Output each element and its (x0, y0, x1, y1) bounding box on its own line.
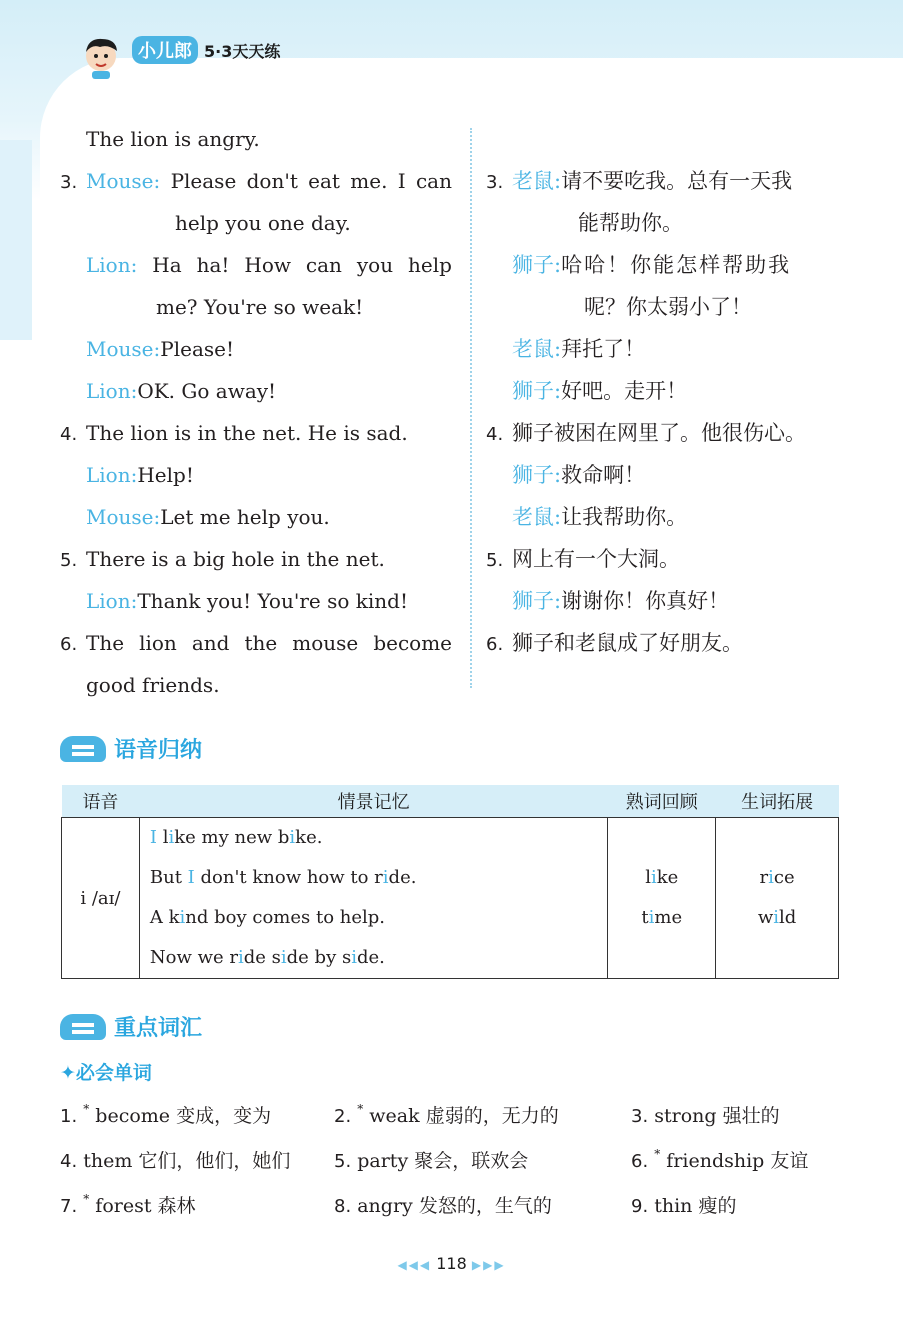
story-line (486, 622, 846, 664)
vocab-item (60, 1094, 334, 1139)
vocab-item (631, 1139, 850, 1184)
story-word: can (415, 169, 452, 193)
dialogue-text: Let me help you. (160, 505, 330, 529)
page-number: 118 (436, 1254, 467, 1273)
dialogue-text: 让我帮助你。 (561, 505, 688, 529)
speaker-label: Mouse: (86, 505, 161, 529)
speaker-label: Lion: (86, 589, 138, 613)
story-line (60, 370, 452, 412)
vocab-number: 5. (334, 1151, 352, 1172)
dialogue-text: Thank you! You're so kind! (137, 589, 408, 613)
highlighted-letter: i (351, 947, 357, 968)
text-segment: de. (388, 867, 417, 888)
scene-line (140, 898, 608, 938)
side-stripe (0, 140, 32, 340)
story-line (60, 538, 452, 580)
highlighted-letter: i (280, 947, 287, 968)
vocab-row (60, 1094, 850, 1139)
vocab-meaning: 聚会，联欢会 (414, 1150, 529, 1172)
dialogue-text: Help! (137, 463, 194, 487)
story-word: eat (308, 169, 340, 193)
vocab-number: 4. (60, 1151, 78, 1172)
dialogue-text: 救命啊！ (561, 463, 646, 487)
text-segment: ke my new b (174, 827, 290, 848)
sound-cell: i /aɪ/ (62, 818, 140, 979)
text-segment: ld (779, 907, 797, 928)
item-number: 5. (60, 550, 78, 571)
new-word (716, 898, 838, 938)
key-word-star: * (357, 1102, 364, 1116)
story-word: help (408, 253, 452, 277)
series-title: 5·3天天练 (204, 41, 281, 61)
text-segment: de s (243, 947, 281, 968)
vocab-number: 8. (334, 1196, 352, 1217)
story-line (486, 370, 846, 412)
story-word: can (305, 253, 342, 277)
story-line (60, 160, 452, 202)
section-heading-phonics (60, 733, 202, 764)
story-chinese (486, 118, 846, 664)
vocab-number: 3. (631, 1106, 649, 1127)
text-segment: de. (356, 947, 385, 968)
vocab-meaning: 它们，他们，她们 (138, 1150, 291, 1172)
item-number: 6. (60, 634, 78, 655)
highlighted-letter: i (768, 867, 774, 888)
text-segment: ce (773, 867, 795, 888)
vocab-item (631, 1184, 850, 1229)
vocab-word: forest (95, 1195, 152, 1217)
item-number: 4. (60, 424, 78, 445)
dialogue-text: 哈哈！你能怎样帮助我 (561, 253, 792, 277)
scene-line (140, 938, 608, 978)
story-word: lion (139, 631, 177, 655)
text-segment: de by s (286, 947, 352, 968)
highlighted-letter: i (179, 907, 186, 928)
story-word: become (373, 631, 452, 655)
vocab-number: 6. (631, 1151, 649, 1172)
vocabulary-list (60, 1094, 850, 1229)
highlighted-letter: i (773, 907, 780, 928)
header-sound: 语音 (62, 785, 140, 818)
vocab-item (334, 1184, 631, 1229)
key-word-star: * (83, 1192, 90, 1206)
story-word: the (244, 631, 278, 655)
vocab-item (334, 1094, 631, 1139)
vocab-meaning: 森林 (157, 1195, 196, 1217)
vocab-item (631, 1094, 850, 1139)
vocab-meaning: 强壮的 (722, 1105, 780, 1127)
item-number: 5. (486, 550, 504, 571)
story-word: Ha (152, 253, 182, 277)
vocab-item (60, 1184, 334, 1229)
dialogue-text: 拜托了！ (561, 337, 646, 361)
vocab-meaning: 发怒的，生气的 (418, 1195, 552, 1217)
vocab-number: 1. (60, 1106, 78, 1127)
speaker-label: Lion: (86, 253, 138, 277)
new-words-cell (716, 818, 839, 979)
highlighted-letter: i (648, 907, 655, 928)
known-word (608, 858, 715, 898)
text-segment: me (654, 907, 683, 928)
story-word: don't (246, 169, 298, 193)
story-line: The lion is angry. (86, 127, 260, 151)
vocab-number: 7. (60, 1196, 78, 1217)
vocab-word: angry (357, 1195, 413, 1217)
section-title: 语音归纳 (114, 738, 203, 763)
new-word (716, 858, 838, 898)
vocab-item (334, 1139, 631, 1184)
story-line (60, 454, 452, 496)
text-segment: r (759, 867, 769, 888)
text-segment: t (641, 907, 649, 928)
highlighted-letter: I (149, 827, 157, 848)
dialogue-text: 谢谢你！你真好！ (561, 589, 730, 613)
dialogue-text: 请不要吃我。总有一天我 (561, 169, 793, 193)
text-segment: But (149, 867, 188, 888)
speaker-label: Mouse: (86, 169, 161, 193)
highlighted-letter: i (168, 827, 175, 848)
key-word-star: * (83, 1102, 90, 1116)
highlighted-letter: i (237, 947, 244, 968)
vocab-word: thin (654, 1195, 693, 1217)
dialogue-text: Please! (160, 337, 234, 361)
dialogue-text: 好吧。走开！ (561, 379, 688, 403)
text-segment: ke (656, 867, 679, 888)
table-row (62, 818, 839, 979)
column-divider (470, 128, 472, 688)
story-english (60, 118, 452, 706)
speaker-label: 老鼠: (512, 337, 562, 361)
story-line: 呢？你太弱小了！ (584, 295, 752, 319)
story-word: Please (170, 169, 237, 193)
vocab-meaning: 虚弱的，无力的 (425, 1105, 559, 1127)
speaker-label: Lion: (86, 463, 138, 487)
vocab-meaning: 友谊 (770, 1150, 809, 1172)
story-word: you (356, 253, 394, 277)
highlighted-letter: I (187, 867, 195, 888)
text-segment: nd boy comes to help. (185, 907, 386, 928)
story-word: and (191, 631, 230, 655)
story-line (486, 244, 846, 286)
story-line (60, 244, 452, 286)
story-line (60, 496, 452, 538)
vocab-row (60, 1184, 850, 1229)
text-segment: don't know how to r (194, 867, 383, 888)
story-line (486, 160, 846, 202)
highlighted-letter: i (382, 867, 389, 888)
section-one-icon (60, 736, 106, 762)
story-word: How (244, 253, 291, 277)
vocab-word: friendship (666, 1150, 765, 1172)
text-segment: A k (149, 907, 180, 928)
brand-logo: 小儿郎 (132, 36, 198, 64)
story-line (60, 328, 452, 370)
speaker-label: Lion: (86, 379, 138, 403)
narration: The lion is in the net. He is sad. (86, 421, 408, 445)
vocab-word: them (83, 1150, 133, 1172)
text-segment: ke. (295, 827, 323, 848)
text-segment: l (645, 867, 651, 888)
text-segment: w (757, 907, 774, 928)
story-line: help you one day. (175, 211, 351, 235)
speaker-label: 狮子: (512, 253, 562, 277)
story-word: The (86, 631, 125, 655)
text-segment: Now we r (149, 947, 238, 968)
vocab-row (60, 1139, 850, 1184)
brand (132, 38, 280, 62)
vocab-word: strong (654, 1105, 717, 1127)
story-line: me? You're so weak! (156, 295, 364, 319)
highlighted-letter: i (289, 827, 296, 848)
vocab-meaning: 变成，变为 (176, 1105, 272, 1127)
vocab-word: become (95, 1105, 171, 1127)
key-word-star: * (654, 1147, 661, 1161)
story-line (486, 538, 846, 580)
item-number: 6. (486, 634, 504, 655)
story-line (486, 580, 846, 622)
story-word: me. (350, 169, 388, 193)
narration: 网上有一个大洞。 (512, 547, 680, 571)
story-word: I (397, 169, 406, 193)
story-line (486, 118, 846, 160)
known-word (608, 898, 715, 938)
must-know-words-title: ✦必会单词 (60, 1062, 152, 1084)
item-number: 3. (60, 172, 78, 193)
speaker-label: 狮子: (512, 379, 562, 403)
left-arrows-icon: ◀◀◀ (397, 1258, 432, 1272)
scene-cell (139, 818, 608, 979)
section-title: 重点词汇 (114, 1016, 203, 1041)
story-line (486, 496, 846, 538)
narration: There is a big hole in the net. (86, 547, 385, 571)
section-two-icon (60, 1014, 106, 1040)
speaker-label: Mouse: (86, 337, 161, 361)
speaker-label: 老鼠: (512, 505, 562, 529)
story-line: 能帮助你。 (578, 211, 683, 235)
story-line (486, 328, 846, 370)
right-arrows-icon: ▶▶▶ (471, 1258, 506, 1272)
story-word: ha! (196, 253, 230, 277)
dialogue-text: OK. Go away! (137, 379, 277, 403)
header-known-words: 熟词回顾 (608, 785, 716, 818)
vocab-meaning: 瘦的 (698, 1195, 737, 1217)
text-segment: l (157, 827, 169, 848)
story-line (486, 454, 846, 496)
scene-line (140, 818, 608, 858)
story-line (60, 622, 452, 664)
story-line: good friends. (86, 673, 220, 697)
scene-line (140, 858, 608, 898)
vocab-number: 9. (631, 1196, 649, 1217)
story-line (60, 412, 452, 454)
speaker-label: 狮子: (512, 463, 562, 487)
header-scene: 情景记忆 (139, 785, 608, 818)
story-word: mouse (292, 631, 359, 655)
vocab-number: 2. (334, 1106, 352, 1127)
vocab-word: weak (369, 1105, 420, 1127)
vocab-item (60, 1139, 334, 1184)
narration: 狮子和老鼠成了好朋友。 (512, 631, 743, 655)
speaker-label: 狮子: (512, 589, 562, 613)
table-header-row (62, 785, 839, 818)
narration: 狮子被困在网里了。他很伤心。 (512, 421, 806, 445)
item-number: 3. (486, 172, 504, 193)
boy-mascot-icon (78, 34, 124, 80)
highlighted-letter: i (651, 867, 657, 888)
page-footer (0, 1254, 903, 1273)
section-heading-vocabulary (60, 1011, 202, 1042)
vocab-word: party (357, 1150, 409, 1172)
known-words-cell (608, 818, 716, 979)
story-line (486, 412, 846, 454)
story-line (60, 580, 452, 622)
item-number: 4. (486, 424, 504, 445)
speaker-label: 老鼠: (512, 169, 562, 193)
phonics-table (61, 785, 839, 979)
header-new-words: 生词拓展 (716, 785, 839, 818)
